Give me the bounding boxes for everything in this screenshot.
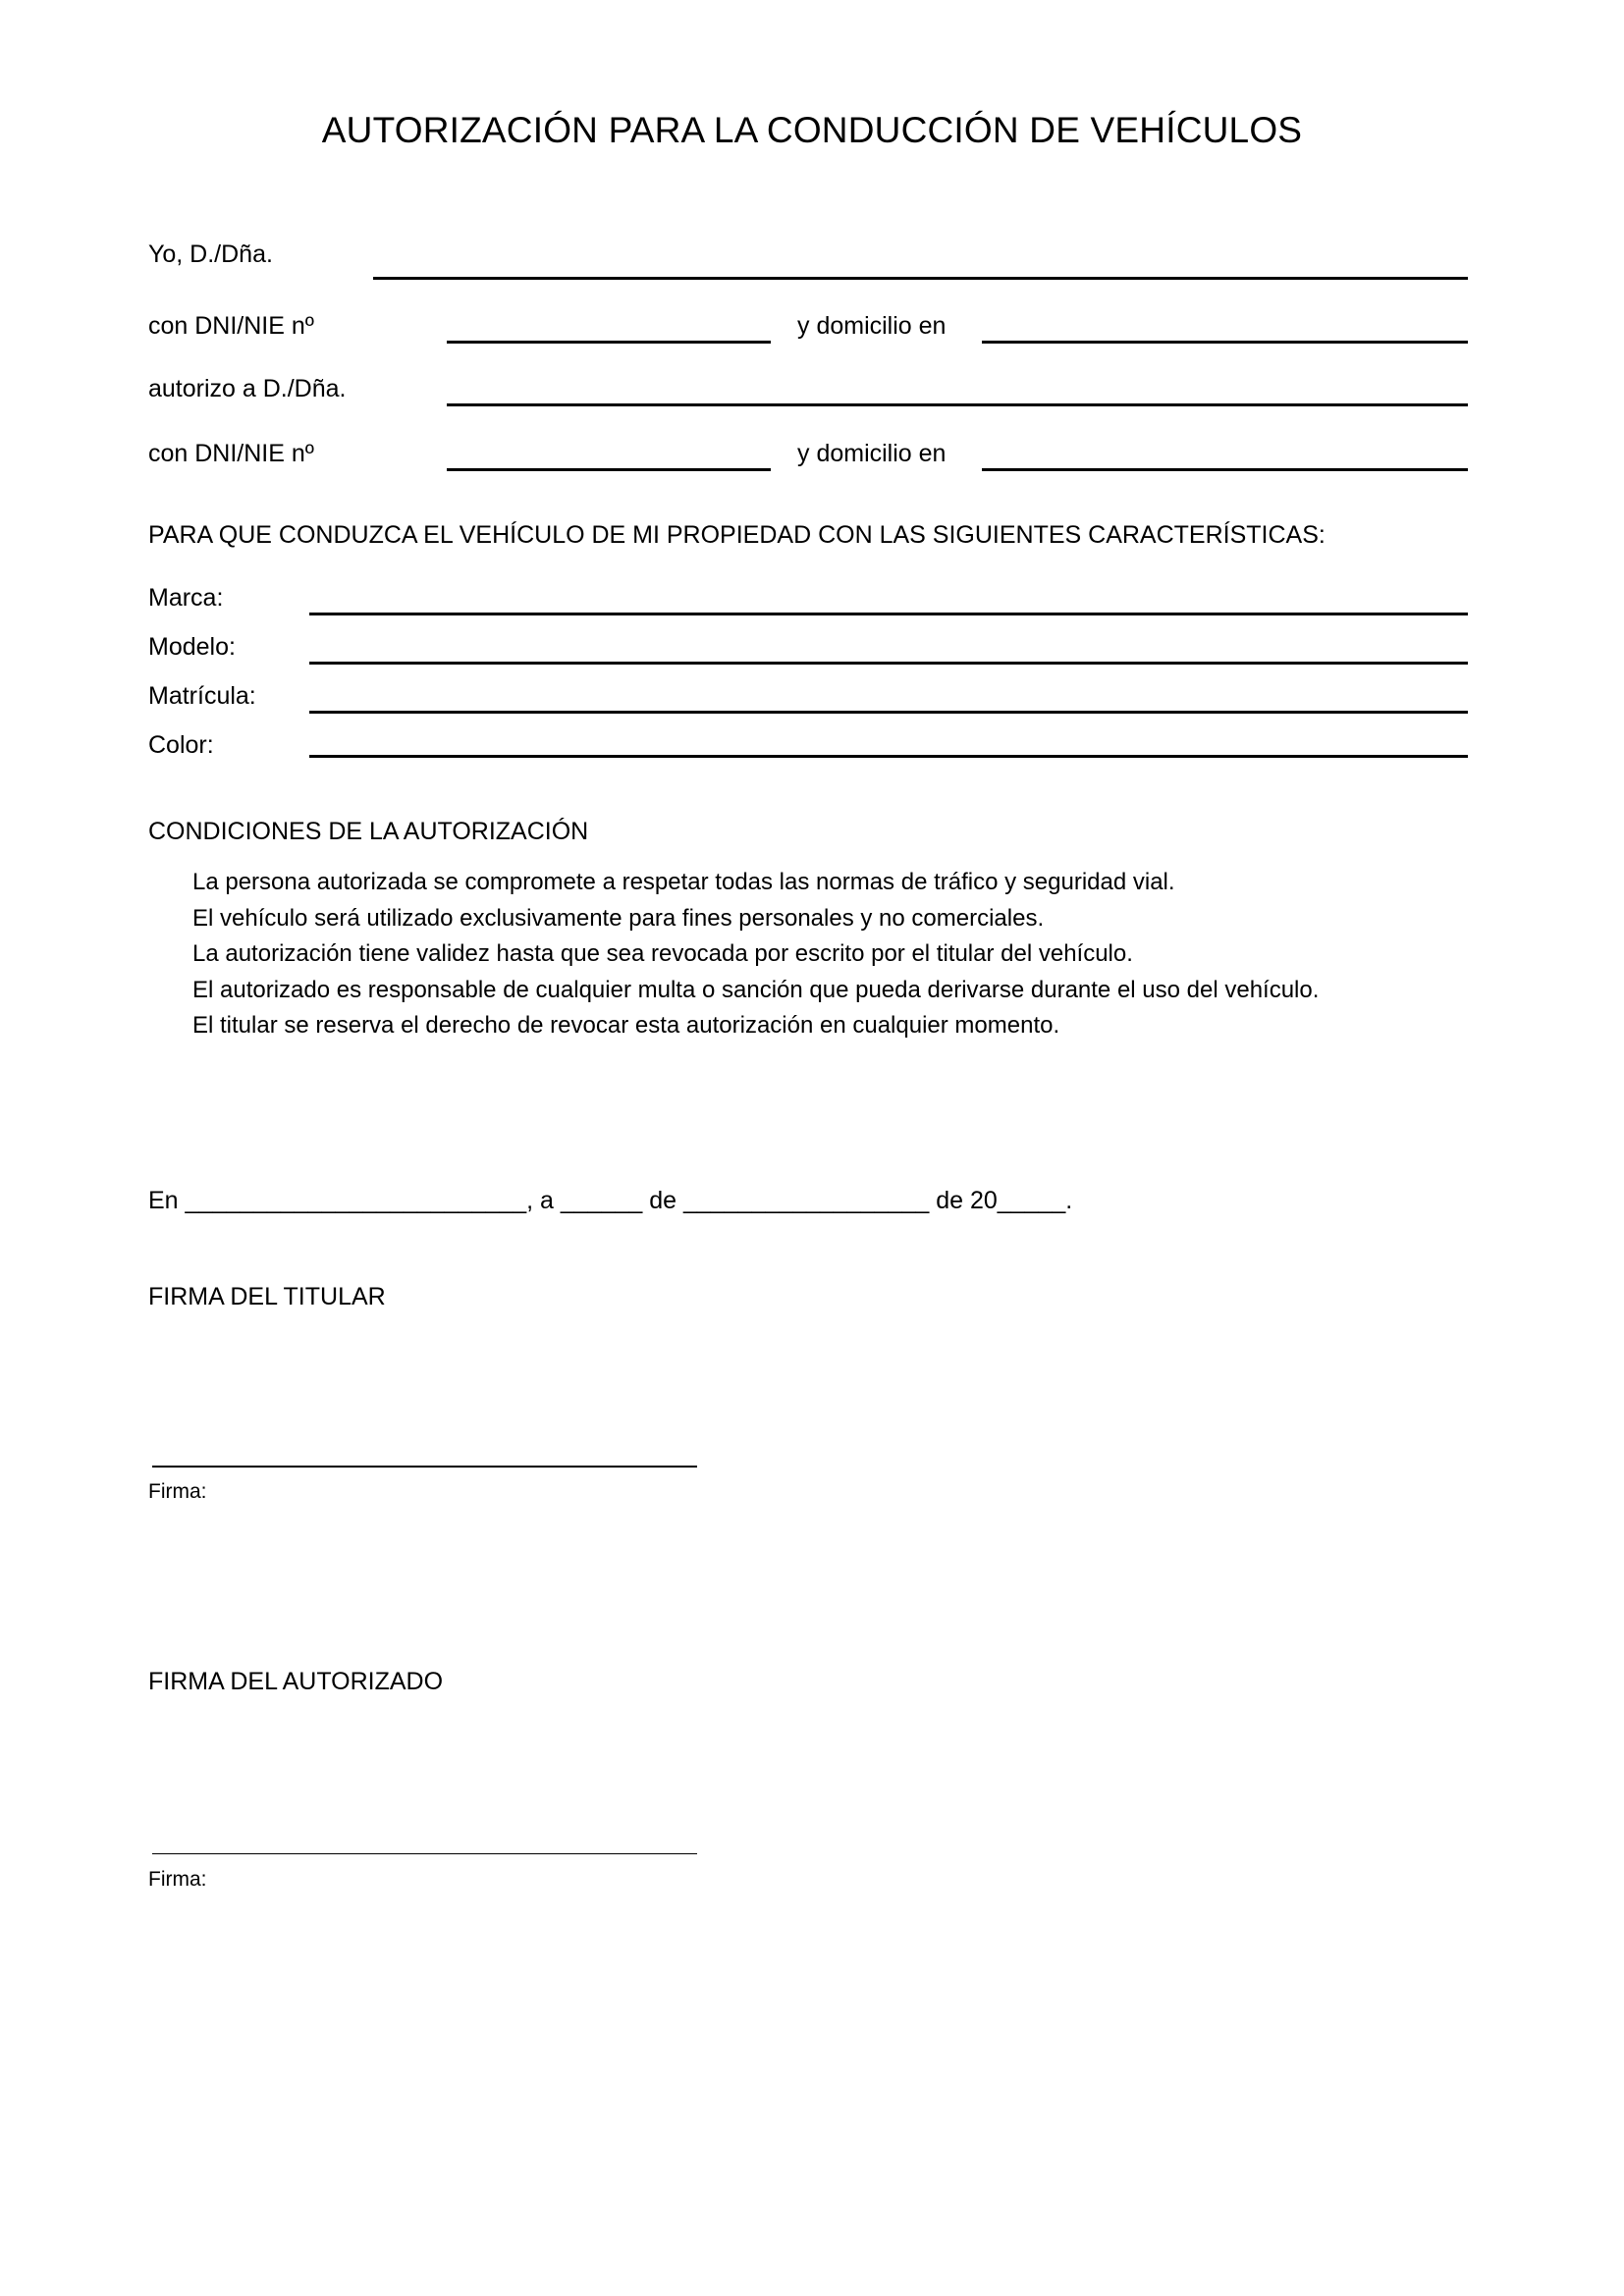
condition-item: El titular se reserva el derecho de revocar esta autorización en cualquier momento. bbox=[192, 1012, 1060, 1039]
titular-signature-heading: FIRMA DEL TITULAR bbox=[148, 1283, 386, 1310]
grantee-name-field-rule[interactable] bbox=[447, 403, 1468, 406]
grantor-id-field-rule[interactable] bbox=[447, 341, 771, 344]
titular-signature-caption: Firma: bbox=[148, 1480, 207, 1503]
grantee-name-label: autorizo a D./Dña. bbox=[148, 375, 347, 402]
vehicle-section-intro: PARA QUE CONDUZCA EL VEHÍCULO DE MI PROPIEDAD CON LAS SIGUIENTES CARACTERÍSTICAS: bbox=[148, 521, 1326, 549]
condition-item: La autorización tiene validez hasta que sea revocada por escrito por el titular del vehículo. bbox=[192, 940, 1133, 967]
conditions-list bbox=[192, 865, 1380, 1044]
conditions-heading: CONDICIONES DE LA AUTORIZACIÓN bbox=[148, 818, 589, 845]
vehicle-matricula-field-rule[interactable] bbox=[309, 711, 1468, 714]
autorizado-signature-rule[interactable] bbox=[152, 1853, 697, 1854]
grantee-id-label: con DNI/NIE nº bbox=[148, 440, 314, 467]
vehicle-marca-field-rule[interactable] bbox=[309, 613, 1468, 615]
vehicle-marca-label: Marca: bbox=[148, 584, 224, 612]
vehicle-color-field-rule[interactable] bbox=[309, 755, 1468, 758]
grantor-address-label: y domicilio en bbox=[797, 312, 947, 340]
grantor-name-label: Yo, D./Dña. bbox=[148, 240, 273, 268]
autorizado-signature-heading: FIRMA DEL AUTORIZADO bbox=[148, 1668, 444, 1695]
condition-item: La persona autorizada se compromete a respetar todas las normas de tráfico y seguridad vial. bbox=[192, 869, 1175, 895]
grantor-name-field-rule[interactable] bbox=[373, 277, 1468, 280]
vehicle-color-label: Color: bbox=[148, 731, 214, 759]
vehicle-modelo-label: Modelo: bbox=[148, 633, 236, 661]
vehicle-modelo-field-rule[interactable] bbox=[309, 662, 1468, 665]
grantor-id-label: con DNI/NIE nº bbox=[148, 312, 314, 340]
grantee-address-field-rule[interactable] bbox=[982, 468, 1468, 471]
grantee-id-field-rule[interactable] bbox=[447, 468, 771, 471]
place-and-date-line[interactable]: En _________________________, a ______ de __________________ de 20_____. bbox=[148, 1187, 1073, 1214]
autorizado-signature-caption: Firma: bbox=[148, 1868, 207, 1891]
vehicle-matricula-label: Matrícula: bbox=[148, 682, 256, 710]
grantor-address-field-rule[interactable] bbox=[982, 341, 1468, 344]
condition-item: El vehículo será utilizado exclusivamente para fines personales y no comerciales. bbox=[192, 904, 1045, 932]
titular-signature-rule[interactable] bbox=[152, 1466, 697, 1468]
condition-item: El autorizado es responsable de cualquier multa o sanción que pueda derivarse durante el uso del vehículo. bbox=[192, 976, 1320, 1003]
page-title: AUTORIZACIÓN PARA LA CONDUCCIÓN DE VEHÍCULOS bbox=[321, 110, 1303, 150]
grantee-address-label: y domicilio en bbox=[797, 440, 947, 467]
